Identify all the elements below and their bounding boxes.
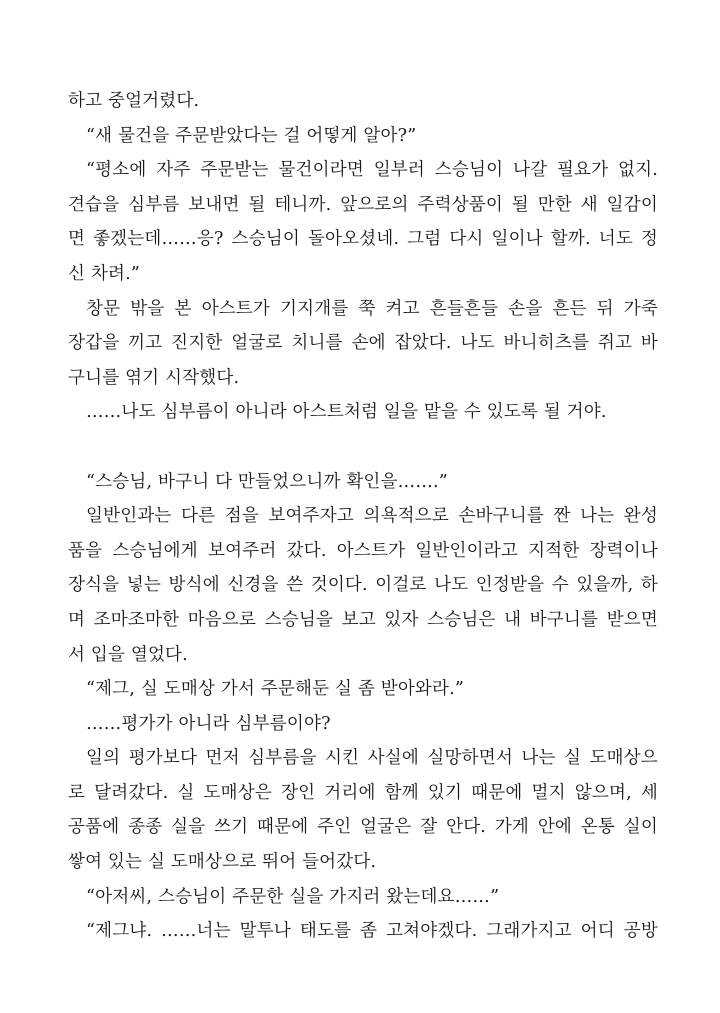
- text-line: 면 좋겠는데……응? 스승님이 돌아오셨네. 그럼 다시 일이나 할까. 너도 정: [68, 229, 658, 250]
- text-line: “제그냐. ……너는 말투나 태도를 좀 고쳐야겠다. 그래가지고 어디 공방: [86, 921, 658, 942]
- text-line: ……나도 심부름이 아니라 아스트처럼 일을 맡을 수 있도록 될 거야.: [86, 402, 607, 423]
- text-line: 창문 밖을 본 아스트가 기지개를 쭉 켜고 흔들흔들 손을 흔든 뒤 가죽: [86, 298, 658, 319]
- text-line: 장식을 넣는 방식에 신경을 쓴 것이다. 이걸로 나도 인정받을 수 있을까, 하: [68, 575, 658, 596]
- text-line: 서 입을 열었다.: [68, 644, 188, 665]
- text-line: 며 조마조마한 마음으로 스승님을 보고 있자 스승님은 내 바구니를 받으면: [68, 609, 658, 630]
- paragraph-spacer: [68, 430, 658, 465]
- text-line: “평소에 자주 주문받는 물건이라면 일부러 스승님이 나갈 필요가 없지.: [86, 160, 658, 181]
- text-line: 공품에 종종 실을 쓰기 때문에 주인 얼굴은 잘 안다. 가게 안에 온통 실이: [68, 817, 658, 838]
- text-line: “아저씨, 스승님이 주문한 실을 가지러 왔는데요……”: [86, 886, 500, 907]
- text-line: 쌓여 있는 실 도매상으로 뛰어 들어갔다.: [68, 852, 377, 873]
- text-line: “제그, 실 도매상 가서 주문해둔 실 좀 받아와라.”: [86, 679, 465, 700]
- text-line: 로 달려갔다. 실 도매상은 장인 거리에 함께 있기 때문에 멀지 않으며, 세: [68, 782, 658, 803]
- text-line: ……평가가 아니라 심부름이야?: [86, 713, 331, 734]
- text-line: 구니를 엮기 시작했다.: [68, 367, 240, 388]
- text-line: 신 차려.”: [68, 263, 140, 284]
- text-line: 품을 스승님에게 보여주러 갔다. 아스트가 일반인이라고 지적한 장력이나: [68, 540, 658, 561]
- text-line: 하고 중얼거렸다.: [68, 91, 200, 111]
- body-text: [68, 84, 658, 949]
- text-line: 일반인과는 다른 점을 보여주자고 의욕적으로 손바구니를 짠 나는 완성: [86, 506, 658, 527]
- text-line: 일의 평가보다 먼저 심부름을 시킨 사실에 실망하면서 나는 실 도매상으: [86, 748, 658, 769]
- text-line: 장갑을 끼고 진지한 얼굴로 치니를 손에 잡았다. 나도 바니히츠를 쥐고 바: [68, 333, 658, 354]
- text-line: 견습을 심부름 보내면 될 테니까. 앞으로의 주력상품이 될 만한 새 일감이: [68, 194, 658, 215]
- text-line: “스승님, 바구니 다 만들었으니까 확인을…….”: [86, 471, 448, 492]
- text-line: “새 물건을 주문받았다는 걸 어떻게 알아?”: [86, 125, 417, 146]
